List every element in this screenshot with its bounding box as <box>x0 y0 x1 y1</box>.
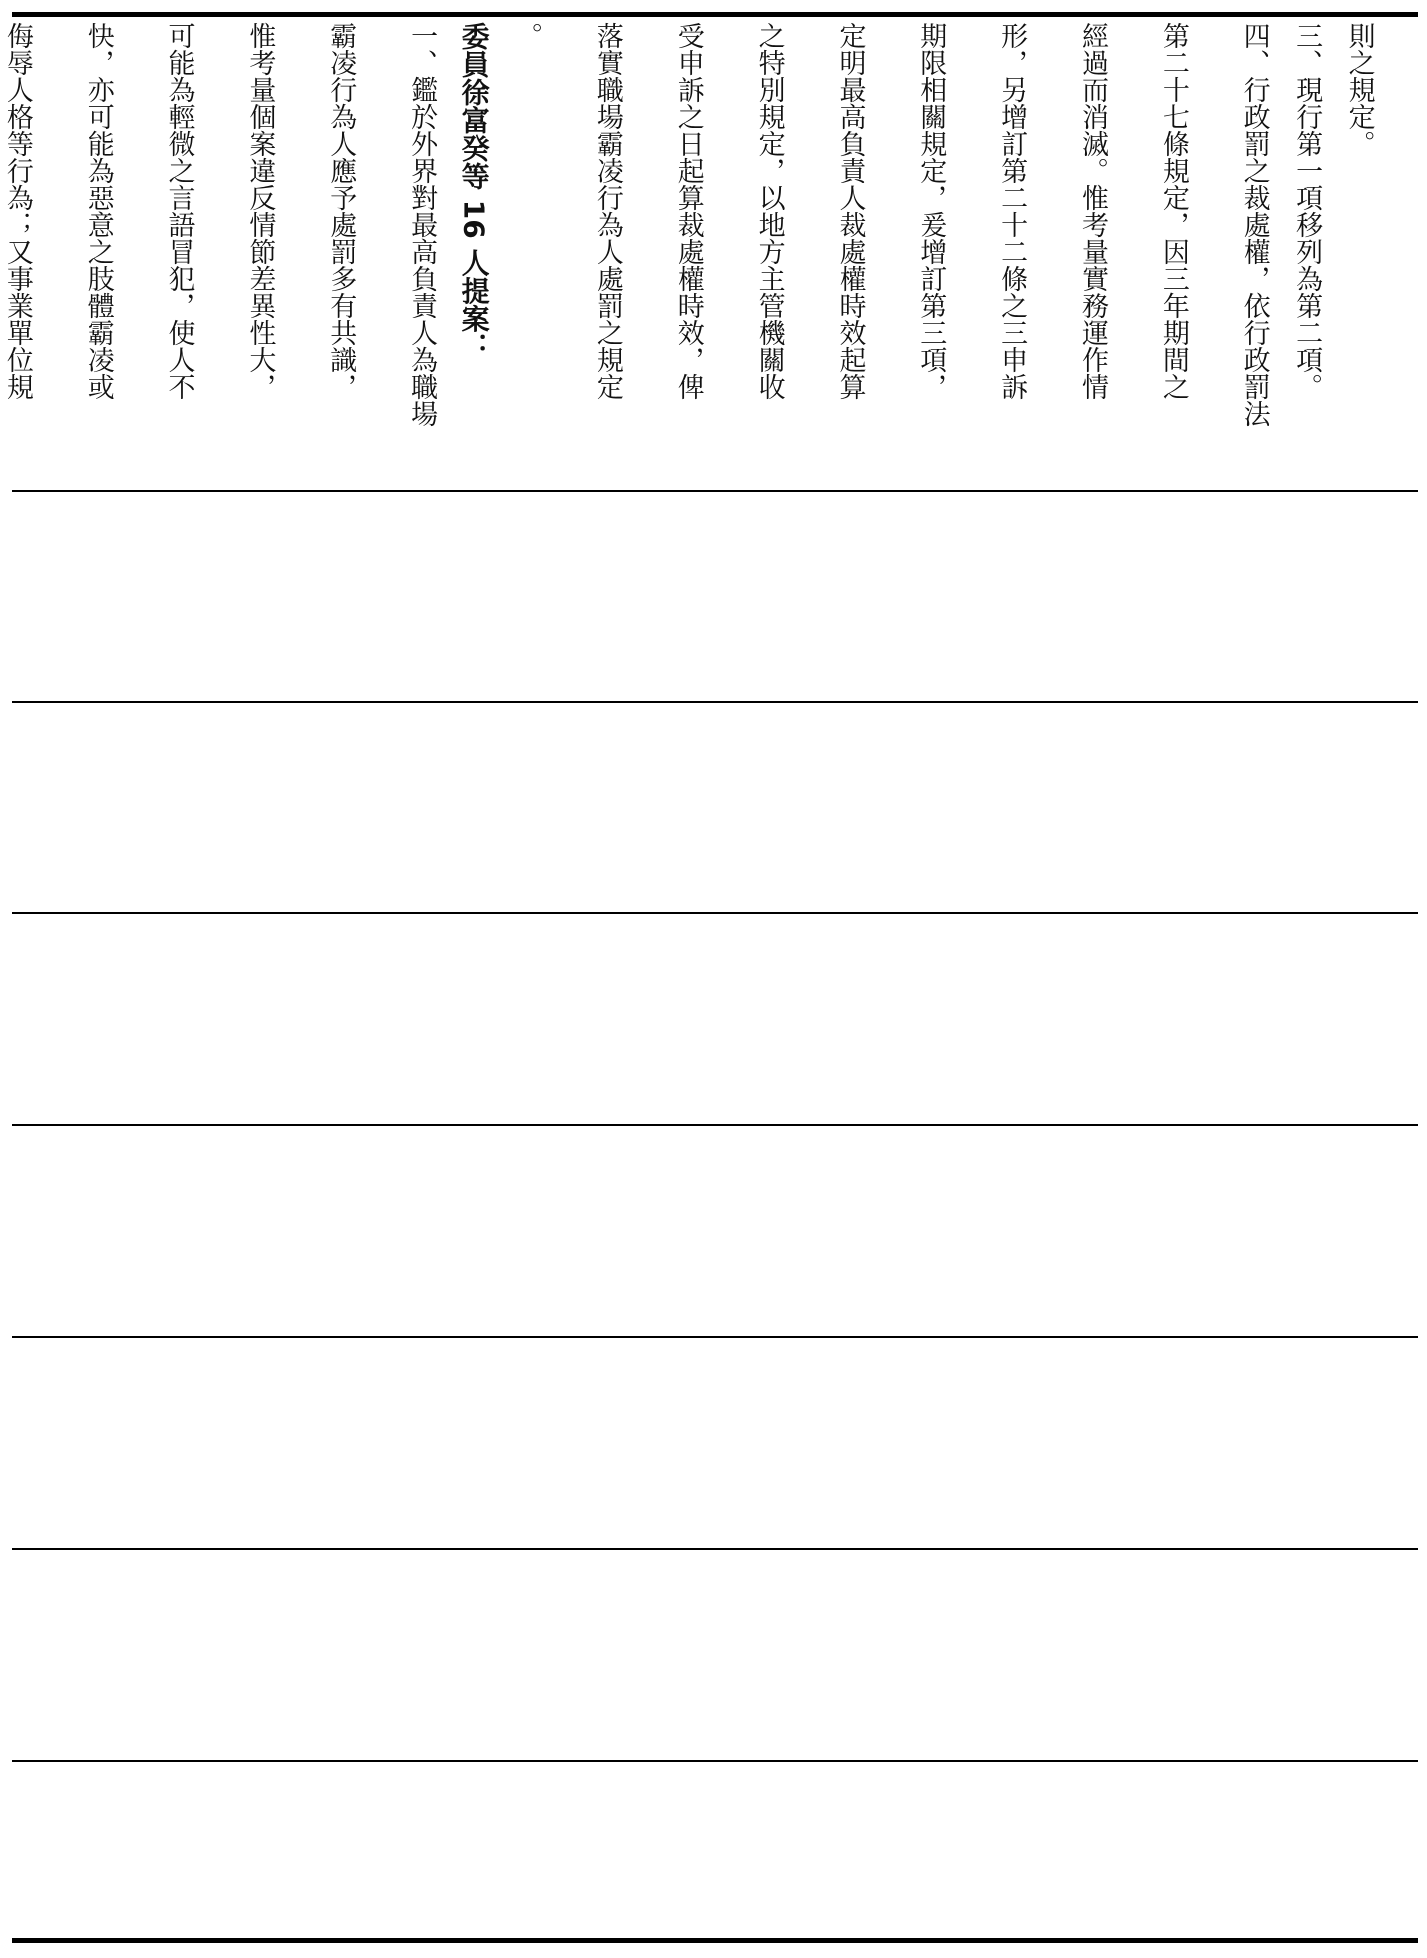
proposal-heading: 委員徐富癸等 16 人提案： <box>457 22 491 361</box>
row-divider <box>12 1548 1418 1550</box>
bottom-rule <box>12 1938 1418 1943</box>
text-line: 快，亦可能為惡意之肢體霸凌或 <box>82 22 114 400</box>
text-line: 之特別規定，以地方主管機關收 <box>753 22 785 400</box>
text-line: 可能為輕微之言語冒犯，使人不 <box>163 22 195 400</box>
vertical-text-column <box>0 22 1413 472</box>
text-line: 三、現行第一項移列為第二項。 <box>1291 22 1323 400</box>
row-divider <box>12 1124 1418 1126</box>
text-line: 侮辱人格等行為；又事業單位規 <box>1 22 33 400</box>
text-line: 落實職場霸凌行為人處罰之規定 <box>591 22 623 400</box>
top-rule <box>12 12 1418 17</box>
text-line: 受申訴之日起算裁處權時效，俾 <box>672 22 704 400</box>
row-divider <box>12 701 1418 703</box>
text-line: 四、行政罰之裁處權，依行政罰法 <box>1238 22 1270 427</box>
row-divider <box>12 912 1418 914</box>
text-line: 期限相關規定，爰增訂第三項， <box>915 22 947 400</box>
row-divider <box>12 490 1418 492</box>
row-divider <box>12 1760 1418 1762</box>
text-line: 第二十七條規定，因三年期間之 <box>1157 22 1189 400</box>
text-line: 則之規定。 <box>1343 22 1375 157</box>
text-line: 形，另增訂第二十二條之三申訴 <box>996 22 1028 400</box>
text-line: 霸凌行為人應予處罰多有共識， <box>325 22 357 400</box>
text-line: 經過而消滅。惟考量實務運作情 <box>1076 22 1108 400</box>
row-divider <box>12 1336 1418 1338</box>
text-line: 惟考量個案違反情節差異性大， <box>244 22 276 400</box>
text-line: 一、鑑於外界對最高負責人為職場 <box>406 22 438 427</box>
text-line: 定明最高負責人裁處權時效起算 <box>834 22 866 400</box>
text-line: 。 <box>511 22 543 49</box>
